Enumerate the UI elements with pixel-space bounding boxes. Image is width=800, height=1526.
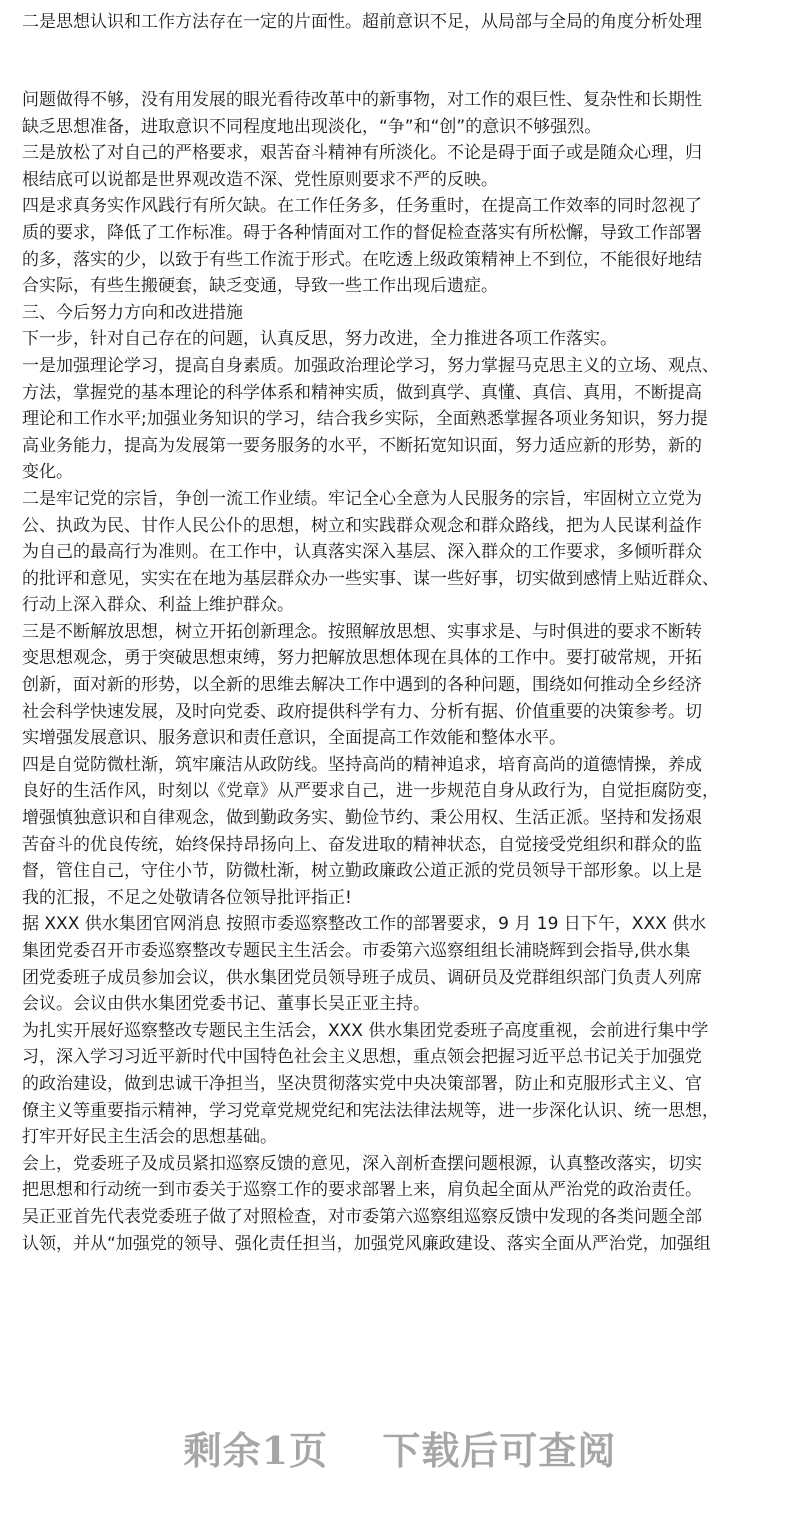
text-line: 三、今后努力方向和改进措施 xyxy=(22,302,243,323)
text-line: 三是放松了对自己的严格要求，艰苦奋斗精神有所淡化。不论是碍于面子或是随众心理，归 xyxy=(22,143,702,164)
text-line: 一是加强理论学习，提高自身素质。加强政治理论学习，努力掌握马克思主义的立场、观点、 xyxy=(22,355,719,376)
text-line: 缺乏思想准备，进取意识不同程度地出现淡化，“争”和“创”的意识不够强烈。 xyxy=(22,116,602,137)
text-line: 的多，落实的少，以致于有些工作流于形式。在吃透上级政策精神上不到位，不能很好地结 xyxy=(22,249,702,270)
text-line: 僚主义等重要指示精神，学习党章党规党纪和宪法法律法规等，进一步深化认识、统一思想， xyxy=(22,1100,719,1121)
text-line: 为扎实开展好巡察整改专题民主生活会，XXX 供水集团党委班子高度重视，会前进行集中学 xyxy=(22,1020,709,1041)
text-line: 增强慎独意识和自律观念，做到勤政务实、勤俭节约、秉公用权、生活正派。坚持和发扬艰 xyxy=(22,808,702,829)
text-line: 理论和工作水平;加强业务知识的学习，结合我乡实际，全面熟悉掌握各项业务知识，努力提 xyxy=(22,409,708,430)
text-line: 习，深入学习习近平新时代中国特色社会主义思想，重点领会把握习近平总书记关于加强党 xyxy=(22,1047,702,1068)
text-line: 变化。 xyxy=(22,462,73,483)
document-top-line: 二是思想认识和工作方法存在一定的片面性。超前意识不足，从局部与全局的角度分析处理 xyxy=(22,12,702,32)
text-line: 二是牢记党的宗旨，争创一流工作业绩。牢记全心全意为人民服务的宗旨，牢固树立立党为 xyxy=(22,488,702,509)
text-line: 合实际，有些生搬硬套，缺乏变通，导致一些工作出现后遗症。 xyxy=(22,276,498,297)
text-line: 吴正亚首先代表党委班子做了对照检查，对市委第六巡察组巡察反馈中发现的各类问题全部 xyxy=(22,1206,702,1227)
text-line: 的批评和意见，实实在在地为基层群众办一些实事、谋一些好事，切实做到感情上贴近群众、 xyxy=(22,568,719,589)
text-line: 变思想观念，勇于突破思想束缚，努力把解放思想体现在具体的工作中。要打破常规，开拓 xyxy=(22,648,702,669)
text-line: 行动上深入群众、利益上维护群众。 xyxy=(22,595,294,616)
text-line: 会上，党委班子及成员紧扣巡察反馈的意见，深入剖析查摆问题根源，认真整改落实，切实 xyxy=(22,1153,702,1174)
document-body xyxy=(22,87,792,1257)
text-line: 四是自觉防微杜渐，筑牢廉洁从政防线。坚持高尚的精神追求，培育高尚的道德情操，养成 xyxy=(22,754,702,775)
text-line: 公、执政为民、甘作人民公仆的思想，树立和实践群众观念和群众路线，把为人民谋利益作 xyxy=(22,515,702,536)
download-prompt[interactable] xyxy=(0,1420,800,1475)
text-line: 集团党委召开市委巡察整改专题民主生活会。市委第六巡察组组长浦晓辉到会指导,供水集 xyxy=(22,941,691,961)
text-line: 会议。会议由供水集团党委书记、董事长吴正亚主持。 xyxy=(22,994,430,1015)
text-line: 的政治建设，做到忠诚干净担当，坚决贯彻落实党中央决策部署，防止和克服形式主义、官 xyxy=(22,1073,702,1094)
text-line: 团党委班子成员参加会议，供水集团党员领导班子成员、调研员及党群组织部门负责人列席 xyxy=(22,967,702,988)
text-line: 督，管住自己，守住小节，防微杜渐，树立勤政廉政公道正派的党员领导干部形象。以上是 xyxy=(22,861,702,882)
remaining-pages-label: 剩余1页 xyxy=(183,1428,329,1473)
text-line: 认领，并从“加强党的领导、强化责任担当，加强党风廉政建设、落实全面从严治党，加强组 xyxy=(22,1233,711,1254)
text-line: 社会科学快速发展，及时向党委、政府提供科学有力、分析有据、价值重要的决策参考。切 xyxy=(22,701,702,722)
text-line: 我的汇报，不足之处敬请各位领导批评指正! xyxy=(22,887,352,908)
text-line: 方法，掌握党的基本理论的科学体系和精神实质，做到真学、真懂、真信、真用，不断提高 xyxy=(22,382,702,403)
text-line: 为自己的最高行为准则。在工作中，认真落实深入基层、深入群众的工作要求，多倾听群众 xyxy=(22,542,702,563)
text-line: 据 XXX 供水集团官网消息 按照市委巡察整改工作的部署要求，9 月 19 日下午，XXX 供水 xyxy=(22,914,707,935)
text-line: 问题做得不够，没有用发展的眼光看待改革中的新事物，对工作的艰巨性、复杂性和长期性 xyxy=(22,90,702,110)
text-line: 根结底可以说都是世界观改造不深、党性原则要求不严的反映。 xyxy=(22,169,498,190)
text-line: 打牢开好民主生活会的思想基础。 xyxy=(22,1127,277,1148)
text-line: 创新，面对新的形势，以全新的思维去解决工作中遇到的各种问题，围绕如何推动全乡经济 xyxy=(22,675,702,696)
text-line: 下一步，针对自己存在的问题，认真反思，努力改进，全力推进各项工作落实。 xyxy=(22,329,617,350)
text-line: 良好的生活作风，时刻以《党章》从严要求自己，进一步规范自身从政行为，自觉拒腐防变， xyxy=(22,781,719,802)
text-line: 质的要求，降低了工作标准。碍于各种情面对工作的督促检查落实有所松懈，导致工作部署 xyxy=(22,222,702,243)
text-line: 把思想和行动统一到市委关于巡察工作的要求部署上来，肩负起全面从严治党的政治责任。 xyxy=(22,1180,702,1201)
text-line: 高业务能力，提高为发展第一要务服务的水平，不断拓宽知识面，努力适应新的形势，新的 xyxy=(22,435,702,456)
text-line: 三是不断解放思想，树立开拓创新理念。按照解放思想、实事求是、与时俱进的要求不断转 xyxy=(22,621,702,642)
text-line: 苦奋斗的优良传统，始终保持昂扬向上、奋发进取的精神状态，自觉接受党组织和群众的监 xyxy=(22,834,702,855)
download-to-view-label[interactable]: 下载后可查阅 xyxy=(382,1428,617,1473)
text-line: 四是求真务实作风践行有所欠缺。在工作任务多，任务重时，在提高工作效率的同时忽视了 xyxy=(22,196,702,217)
text-line: 实增强发展意识、服务意识和责任意识，全面提高工作效能和整体水平。 xyxy=(22,728,566,749)
